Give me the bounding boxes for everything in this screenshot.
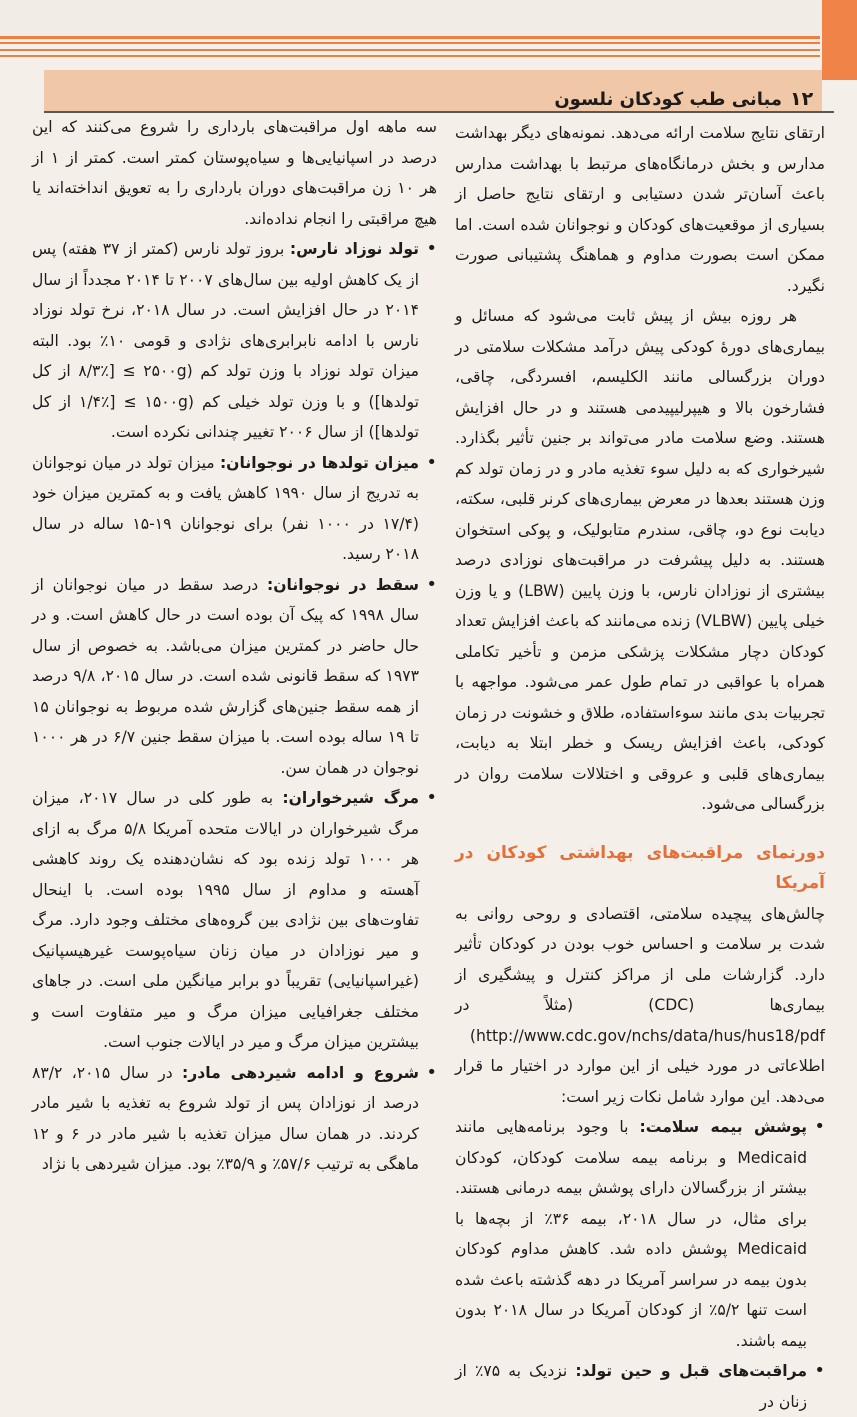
list-item [455, 1112, 825, 1356]
orange-stripe [0, 49, 820, 51]
bullet-text: نزدیک به ۷۵٪ از زنان در [455, 1362, 807, 1411]
right-column [455, 118, 825, 1417]
book-title: مبانی طب کودکان نلسون [554, 89, 782, 110]
bullet-text: در سال ۲۰۱۵، ۸۳/۲ درصد از نوزادان پس از تولد شروع به تغذیه با شیر مادر کردند. در همان سال میزان تغذیه با شیر مادر در ۶ و ۱۲ ماهگی به ترتیب ۵۷/۶٪ و ۳۵/۹٪ بود. میزان شیردهی با نژاد [32, 1063, 419, 1173]
chapter-tab [822, 0, 857, 80]
top-margin [0, 0, 857, 36]
bullet-title: میزان تولدها در نوجوانان: [219, 453, 419, 472]
left-column [32, 112, 437, 1180]
bullet-title: شروع و ادامه شیردهی مادر: [182, 1063, 419, 1082]
bullet-text: درصد سقط در میان نوجوانان از سال ۱۹۹۸ که پیک آن بوده است در حال کاهش است. و در حال حاضر در کمترین میزان می‌باشد. به خصوص از سال ۱۹۷۳ که سقط قانونی شده است. در سال ۲۰۱۵، ۹/۸ درصد از همه سقط جنین‌های گزارش شده مربوط به نوجوانان ۱۵ تا ۱۹ ساله بوده است. با میزان سقط جنین ۶/۷ در هر ۱۰۰۰ نوجوان در همان سن. [32, 575, 420, 777]
orange-stripe [0, 42, 820, 44]
list-item [32, 448, 437, 570]
paragraph: هر روزه بیش از پیش ثابت می‌شود که مسائل و بیماری‌های دورهٔ کودکی پیش درآمد مشکلات سلامتی در دوران بزرگسالی مانند الکلیسم، افسردگی، چاقی، فشارخون بالا و هیپرلیپیدمی هستند و در حال افزایش هستند. وضع سلامت مادر می‌تواند بر جنین تأثیر بگذارد. شیرخواری که به دلیل سوء تغذیه مادر و در زمان تولد کم وزن هستند بعدها در معرض بیماری‌های کرنر قلبی، سکته، دیابت نوع دو، چاقی، سندرم متابولیک، و پوکی استخوان هستند. به دلیل پیشرفت در مراقبت‌های نوزادی درصد بیشتری از نوزادان نارس، با وزن پایین (LBW) و یا وزن خیلی پایین (VLBW) زنده می‌مانند که باعث افزایش تعداد کودکان دچار مشکلات پزشکی مزمن و تأخیر تکاملی همراه با عواقبی در تمام طول عمر می‌شود. مواجهه با تجربیات بدی مانند سوءاستفاده، طلاق و خشونت در زمان کودکی، باعث افزایش ریسک و خطر ابتلا به دیابت، بیماری‌های قلبی و عروقی و اختلالات سلامت روان در بزرگسالی می‌شود. [455, 307, 825, 813]
text-span: ) اطلاعاتی در مورد خیلی از این موارد در اختیار ما قرار می‌دهد. این موارد شامل نکات زیر است: [455, 1026, 825, 1106]
list-item [32, 783, 437, 1058]
paragraph: سه ماهه اول مراقبت‌های بارداری را شروع می‌کنند که این درصد در اسپانیایی‌ها و سیاه‌پوستان کمتر است. کمتر از ۱ از هر ۱۰ زن مراقبت‌های دوران بارداری را به تعویق انداخته‌اند یا هیچ مراقبتی را انجام نداده‌اند. [32, 118, 437, 228]
orange-stripe [0, 36, 820, 39]
text-span: چالش‌های پیچیده سلامتی، اقتصادی و روحی روانی به شدت بر سلامت و احساس خوب بودن در کودکان تأثیر دارد. گزارشات ملی از مراکز کنترل و پیشگیری از بیماری‌ها (CDC) (مثلاً در [455, 904, 825, 1014]
list-item [32, 570, 437, 784]
bullet-title: مراقبت‌های قبل و حین تولد: [575, 1362, 807, 1380]
bullet-text: به طور کلی در سال ۲۰۱۷، میزان مرگ شیرخواران در ایالات متحده آمریکا ۵/۸ مرگ به ازای هر ۱۰۰۰ تولد زنده بود که نشان‌دهنده یک روند کاهشی آهسته و مداوم از سال ۱۹۹۵ بوده است. با اینحال تفاوت‌های بین نژادی بین گروه‌های مختلف وجود دارد. مرگ و میر نوزادان در میان زنان سیاه‌پوست غیرهیسپانیک (غیراسپانیایی) تقریباً دو برابر میانگین ملی است. در جاهای مختلف جغرافیایی میزان مرگ و میر متفاوت است و بیشترین میزان مرگ و میر در ایالات جنوب است. [32, 789, 419, 1051]
bullet-text: میزان تولد در میان نوجوانان به تدریج از سال ۱۹۹۰ کاهش یافت و به کمترین میزان خود (۱۷/۴ در ۱۰۰۰ نفر) برای نوجوانان ۱۹-۱۵ ساله در سال ۲۰۱۸ رسید. [32, 453, 420, 563]
list-item [32, 1058, 437, 1180]
list-item [32, 234, 437, 448]
paragraph [455, 899, 825, 1113]
section-heading: دورنمای مراقبت‌های بهداشتی کودکان در آمریکا [455, 842, 825, 893]
url-text: http://www.cdc.gov/nchs/data/hus/hus18/pdf [476, 1026, 825, 1045]
bullet-title: تولد نوزاد نارس: [289, 240, 419, 258]
bullet-title: مرگ شیرخواران: [282, 789, 419, 807]
bullet-text: بروز تولد نارس (کمتر از ۳۷ هفته) پس از یک کاهش اولیه بین سال‌های ۲۰۰۷ تا ۲۰۱۴ مجدداً از سال ۲۰۱۴ در حال افزایش است. در سال ۲۰۱۸، نرخ تولد نوزاد نارس با ادامه نابرابری‌های نژادی و قومی ۱۰٪ بود. البته میزان تولد نوزاد با وزن تولد کم (۲۵۰۰g ≥ [۸/۳٪ از کل تولدها]) و با وزن تولد خیلی کم (۱۵۰۰g ≥ [۱/۴٪ از کل تولدها]) از سال ۲۰۰۶ تغییر چندانی نکرده است. [32, 240, 420, 441]
bullet-title: سقط در نوجوانان: [266, 575, 419, 594]
page-number: ۱۲ [790, 88, 814, 110]
paragraph: ارتقای نتایج سلامت ارائه می‌دهد. نمونه‌های دیگر بهداشت مدارس و بخش درمانگاه‌های مرتبط با بهداشت مدارس باعث آسان‌تر شدن دستیابی و ارتقای نتایج حاصل از بسیاری از موقعیت‌های کودکان و نوجوانان شده است. اما ممکن است بصورت مداوم و هماهنگ پشتیبانی صورت نگیرد. [455, 124, 825, 295]
list-item [455, 1356, 825, 1417]
bullet-text: با وجود برنامه‌هایی مانند Medicaid و برنامه بیمه سلامت کودکان، کودکان بیشتر از بزرگسالان دارای پوشش بیمه درمانی هستند. برای مثال، در سال ۲۰۱۸، بیمه ۳۶٪ از بچه‌ها با Medicaid پوشش داده شد. کاهش مداوم کودکان بدون بیمه در سراسر آمریکا در دهه گذشته باعث شده است تنها ۵/۲٪ از کودکان آمریکا در سال ۲۰۱۸ بدون بیمه باشند. [455, 1118, 807, 1350]
bullet-title: پوشش بیمه سلامت: [639, 1118, 808, 1136]
orange-stripe [0, 55, 820, 57]
